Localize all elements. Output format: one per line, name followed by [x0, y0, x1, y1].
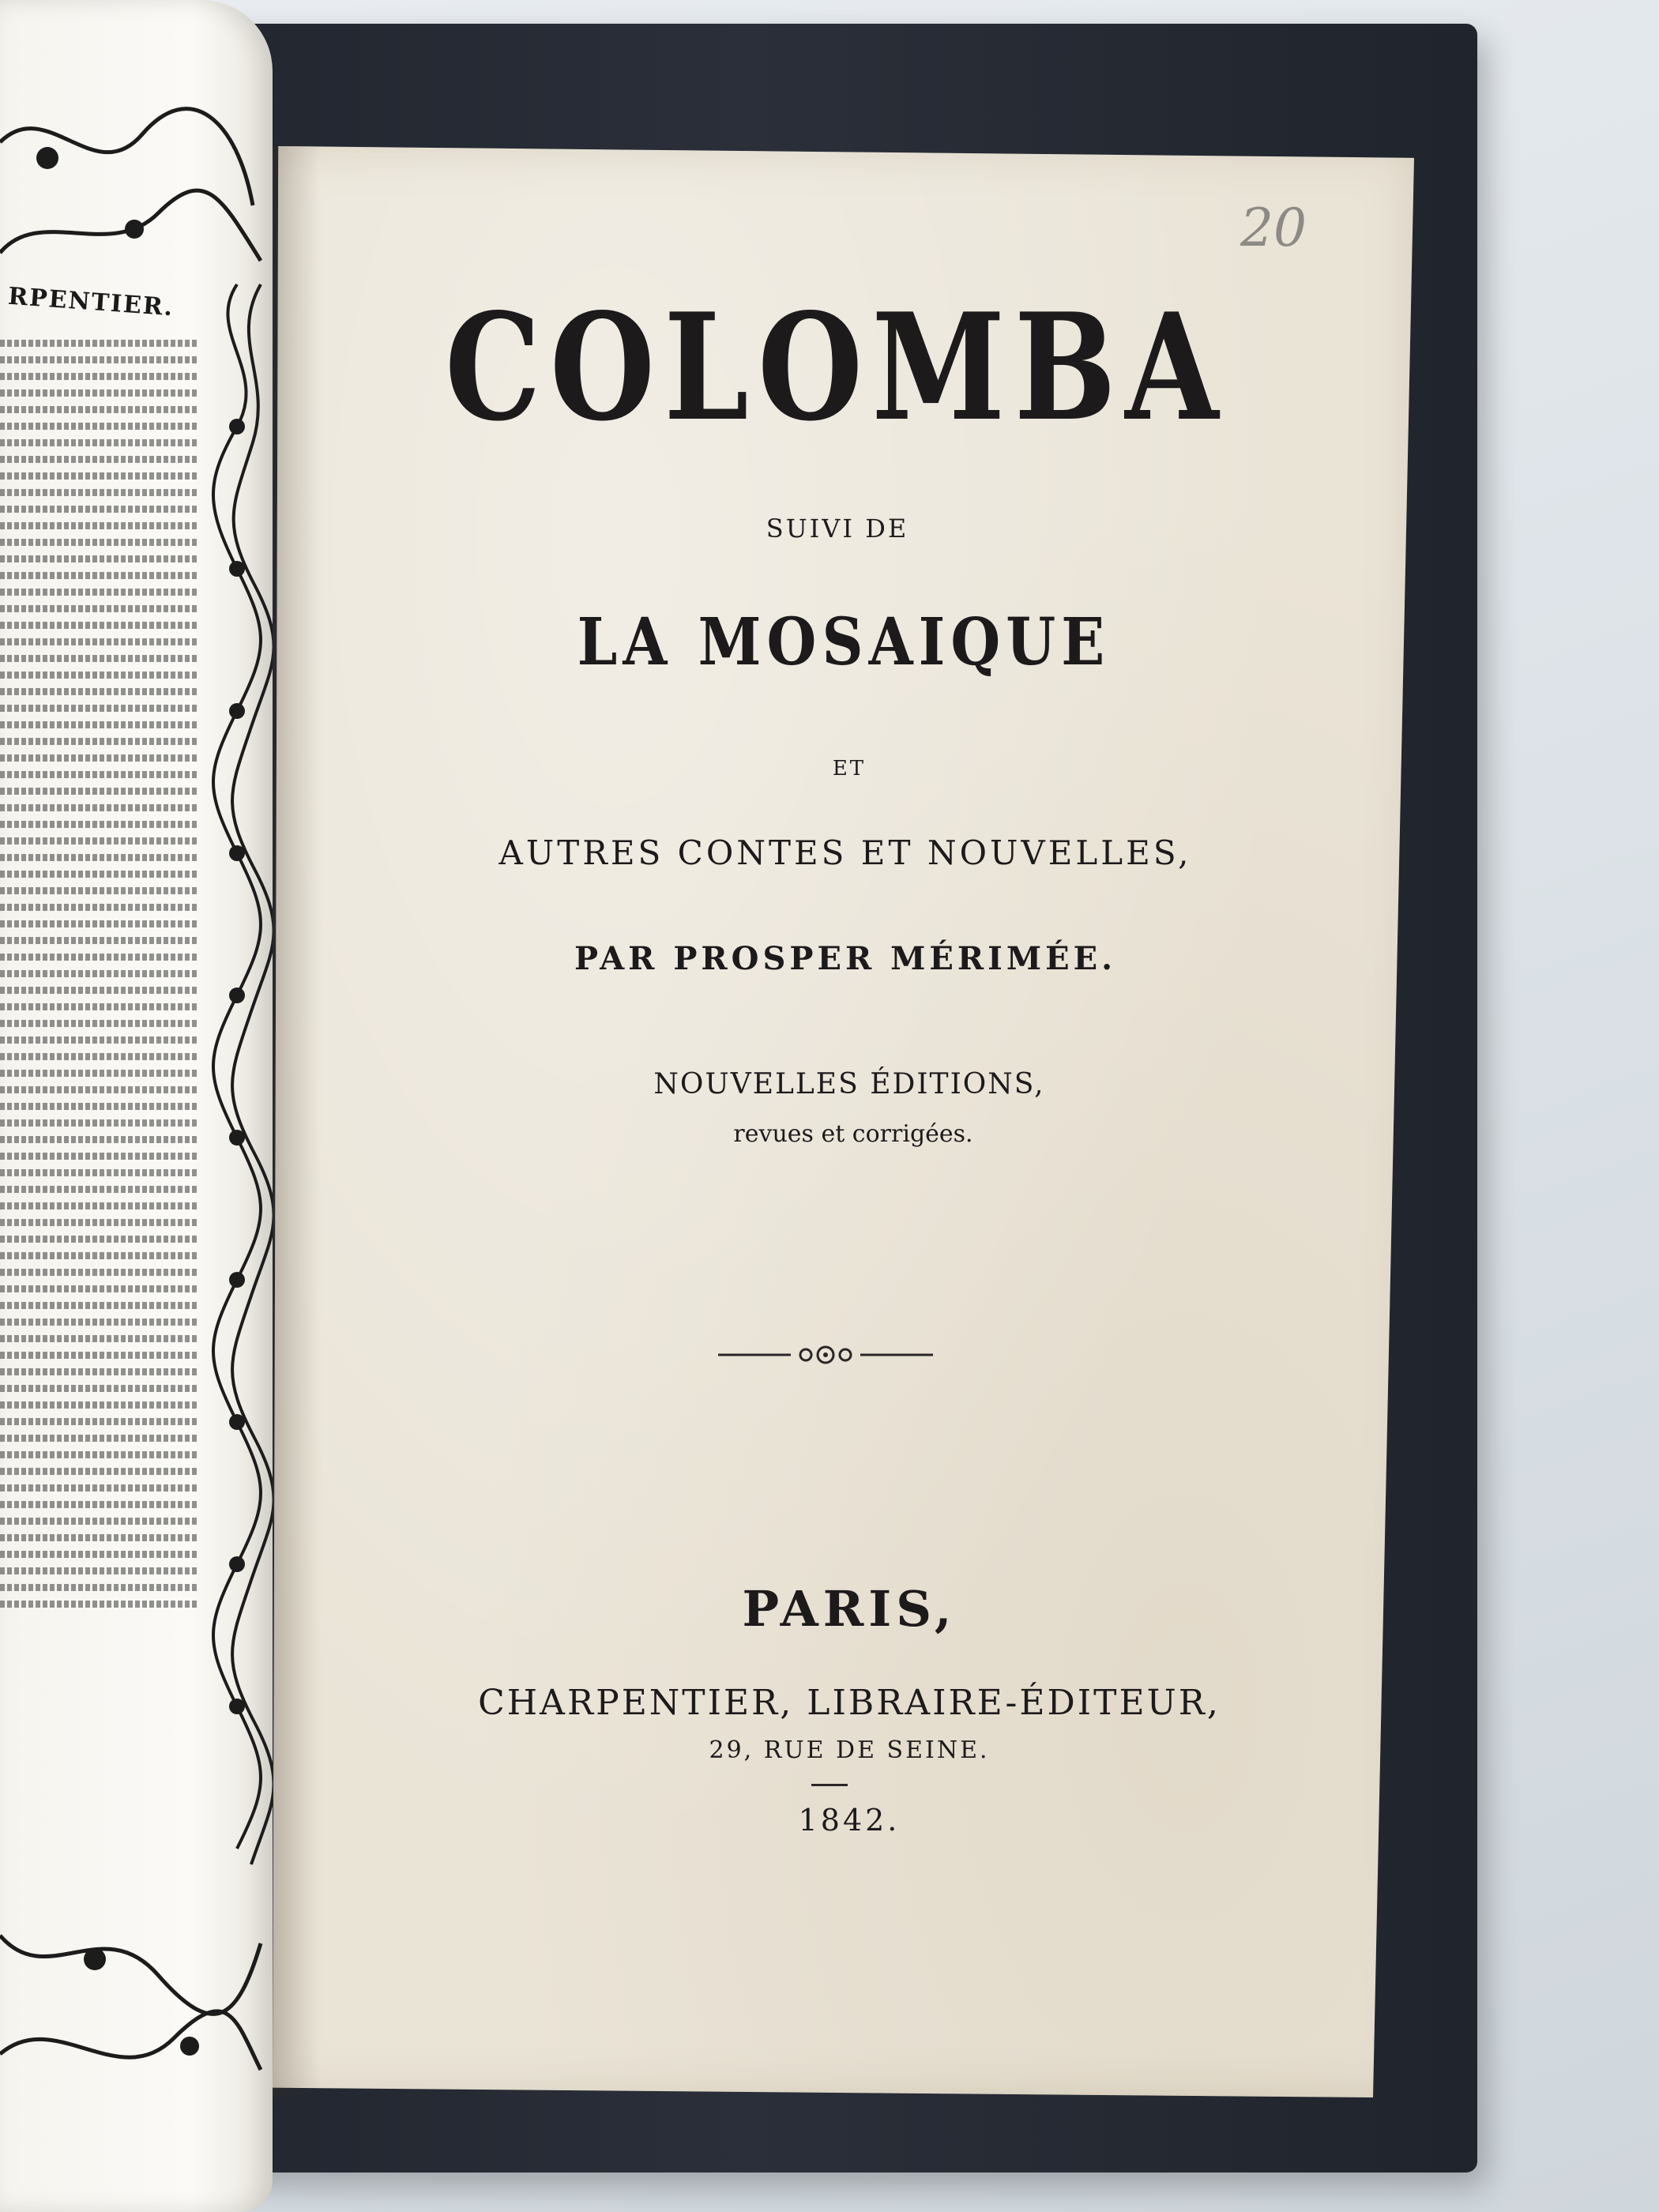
catalog-heading: RPENTIER.: [7, 282, 175, 322]
editions-line: NOUVELLES ÉDITIONS,: [653, 1068, 1045, 1100]
imprint-year: 1842.: [798, 1803, 901, 1838]
printer-ornament-icon: [715, 1341, 936, 1368]
subtitle: AUTRES CONTES ET NOUVELLES,: [498, 833, 1192, 872]
second-title: LA MOSAIQUE: [577, 604, 1111, 680]
imprint-city: PARIS,: [742, 1580, 957, 1638]
et-line: ET: [832, 757, 867, 781]
imprint-rule: [811, 1784, 848, 1786]
revised-line: revues et corrigées.: [733, 1120, 973, 1148]
imprint-address: 29, RUE DE SEINE.: [709, 1736, 990, 1764]
imprint-publisher: CHARPENTIER, LIBRAIRE-ÉDITEUR,: [478, 1683, 1221, 1723]
author-line: PAR PROSPER MÉRIMÉE.: [574, 940, 1117, 977]
pencil-annotation: 20: [1240, 198, 1307, 258]
book-title: COLOMBA: [445, 280, 1228, 453]
suivi-de-line: SUIVI DE: [766, 514, 909, 544]
